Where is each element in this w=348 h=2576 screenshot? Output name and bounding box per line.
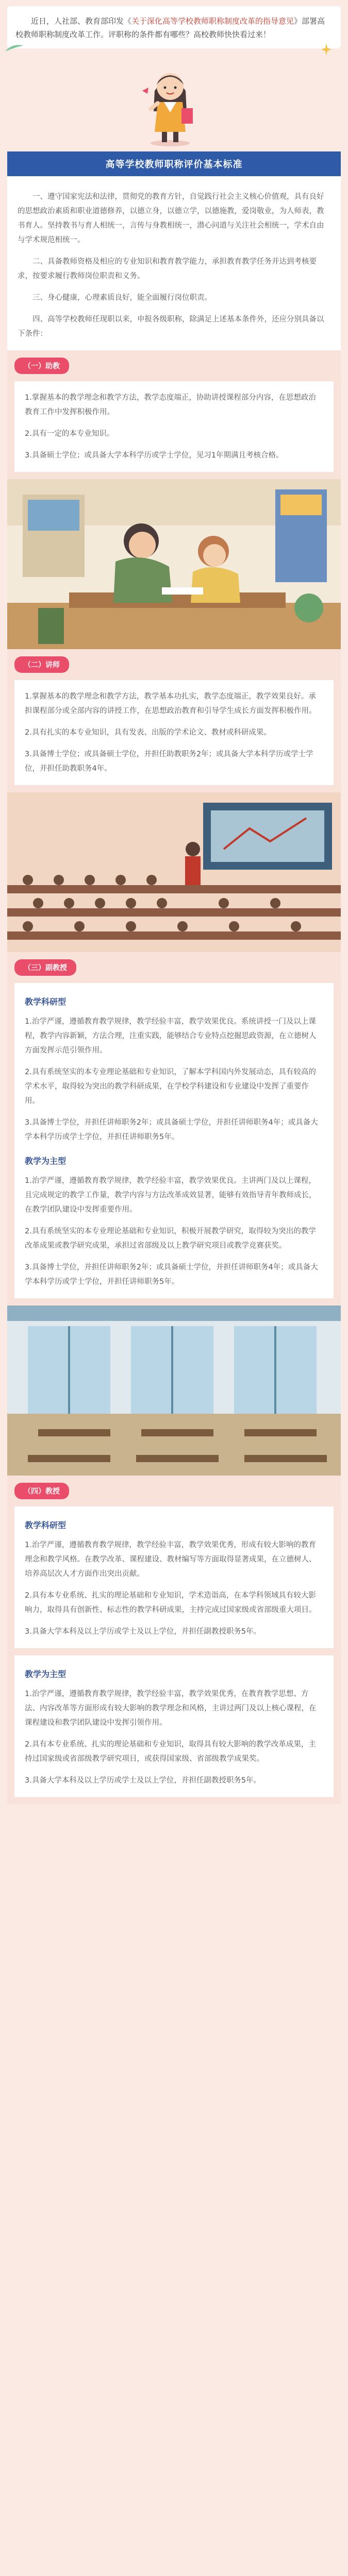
classroom-illustration [7,1306,341,1476]
requirement-item: 3.具备博士学位；或具备硕士学位，并担任助教职务2年；或具备大学本科学历或学士学位，并担任助教职务4年。 [25,750,313,773]
lecture-hall-illustration [7,792,341,952]
section-tag-lecturer: （二）讲师 [14,656,69,673]
requirement-item: 3.具备硕士学位；或具备大学本科学历或学士学位，见习1年期满且考核合格。 [25,451,284,460]
section-assistant [7,350,341,479]
requirement-item: 3.具备大学本科及以上学历或学士及以上学位，并担任副教授职务5年。 [25,1628,261,1636]
requirement-item: 1.治学严谨，遵循教育教学规律，教学经验丰富，教学效果优良。主讲两门及以上课程，且完成规定的教学工作量，教学内容与方法改革成效显著，能够有效指导青年教师成长，在教学团队建设中发挥重要作用。 [25,1177,317,1214]
requirement-item: 3.具备大学本科及以上学历或学士及以上学位，并担任副教授职务5年。 [25,1776,261,1785]
requirement-item: 2.具有系统坚实的本专业理论基础和专业知识，了解本学科国内外发展动态，具有较高的学术水平，取得较为突出的教学科研成果，在学校学科建设和专业建设中发挥了重要作用。 [25,1068,316,1105]
section-tag-professor: （四）教授 [14,1483,69,1499]
requirement-item: 1.掌握基本的教学理念和教学方法，教学态度端正，协助讲授课程部分内容，在思想政治教育工作中发挥积极作用。 [25,394,316,416]
requirement-item: 2.具有本专业系统、扎实的理论基础和专业知识，取得具有较大影响的教学改革成果，主持过国家级或省部级教学研究项目，或获得国家级、省部级教学成果奖。 [25,1740,316,1763]
requirement-item: 1.治学严谨，遵循教育教学规律，教学经验丰富，教学效果优良。系统讲授一门及以上课程，教学内容新颖，方法合理，注重实践，能够结合专业特点挖掘思政资源，在立德树人方面发挥示范引领作用。 [25,1018,317,1055]
subsection-title: 教学为主型 [25,1669,67,1679]
requirement-item: 2.具有一定的本专业知识。 [25,430,114,438]
article-page [0,6,348,1804]
subsection-title: 教学科研型 [25,1520,67,1530]
section-professor [7,1476,341,1804]
intro-card [7,6,341,48]
section-tag-associate-professor: （三）副教授 [14,959,76,976]
requirement-item: 2.具有本专业系统、扎实的理论基础和专业知识，学术造诣高，在本学科领域具有较大影响力，取得具有创新性、标志性的教学科研成果，主持完成过国家级或省部级重大项目。 [25,1591,317,1614]
general-paragraph: 二、具备教师资格及相应的专业知识和教育教学能力，承担教育教学任务并达到考核要求，按要求履行教师岗位职责和义务。 [18,258,317,280]
page-title: 高等学校教师职称评价基本标准 [105,159,243,170]
general-paragraph: 三、身心健康，心理素质良好，能全面履行岗位职责。 [32,294,212,302]
section-associate-professor [7,952,341,1306]
subsection-title: 教学为主型 [25,1156,67,1166]
general-paragraph: 一、遵守国家宪法和法律，贯彻党的教育方针，自觉践行社会主义核心价值观，具有良好的思想政治素质和职业道德修养，以德立身，以德立学，以德施教，爱岗敬业，为人师表，教书育人。坚持教书与育人相统一，言传与身教相统一，潜心问道与关注社会相统一，学术自由与学术规范相统一。 [18,193,324,244]
requirement-item: 2.具有扎实的本专业知识，具有发表、出版的学术论文、教材或科研成果。 [25,728,271,737]
general-paragraph: 四、高等学校教师任现职以来，申报各级职称，除满足上述基本条件外，还应分别具备以下条件： [18,315,324,338]
teacher-mascot-illustration [139,55,201,147]
section-tag-assistant: （一）助教 [14,358,69,374]
requirement-item: 1.治学严谨，遵循教育教学规律，教学经验丰富，教学效果优秀，在教育教学思想、方法、内容改革等方面形成有较大影响的教学理念和风格，主讲过两门及以上核心课程，在课程建设和教学团队建设中发挥引领作用。 [25,1690,317,1727]
requirement-item: 3.具备博士学位，并担任讲师职务2年；或具备硕士学位，并担任讲师职务4年；或具备大学本科学历或学士学位，并担任讲师职务5年。 [25,1263,318,1286]
title-banner [7,151,341,176]
mascot-area [0,48,348,151]
section-lecturer [7,649,341,792]
requirement-item: 1.掌握基本的教学理念和教学方法，教学基本功扎实，教学态度端正，教学效果良好。承担课程部分或全部内容的讲授工作，在思想政治教育和引导学生成长方面发挥积极作用。 [25,692,317,715]
intro-paragraph: 近日，人社部、教育部印发《关于深化高等学校教师职称制度改革的指导意见》部署高校教师职称制度改革工作。评职称的条件都有哪些？高校教师快快看过来！ [15,16,325,39]
requirement-item: 1.治学严谨，遵循教育教学规律，教学经验丰富，教学效果优秀，形成有较大影响的教育理念和教学风格。在教学改革、课程建设、教材编写等方面取得显著成果，在立德树人、培养高层次人才方面作出突出贡献。 [25,1541,317,1578]
general-requirements [7,176,341,350]
requirement-item: 3.具备博士学位，并担任讲师职务2年；或具备硕士学位，并担任讲师职务4年；或具备大学本科学历或学士学位，并担任讲师职务5年。 [25,1118,318,1141]
subsection-title: 教学科研型 [25,997,67,1007]
requirement-item: 2.具有系统坚实的本专业理论基础和专业知识，积极开展教学研究，取得较为突出的教学改革成果或教学研究成果，承担过省部级及以上教学研究项目或教学竞赛获奖。 [25,1227,316,1250]
intro-highlight: 关于深化高等学校教师职称制度改革的指导意见 [131,16,294,26]
tutoring-illustration [7,479,341,649]
